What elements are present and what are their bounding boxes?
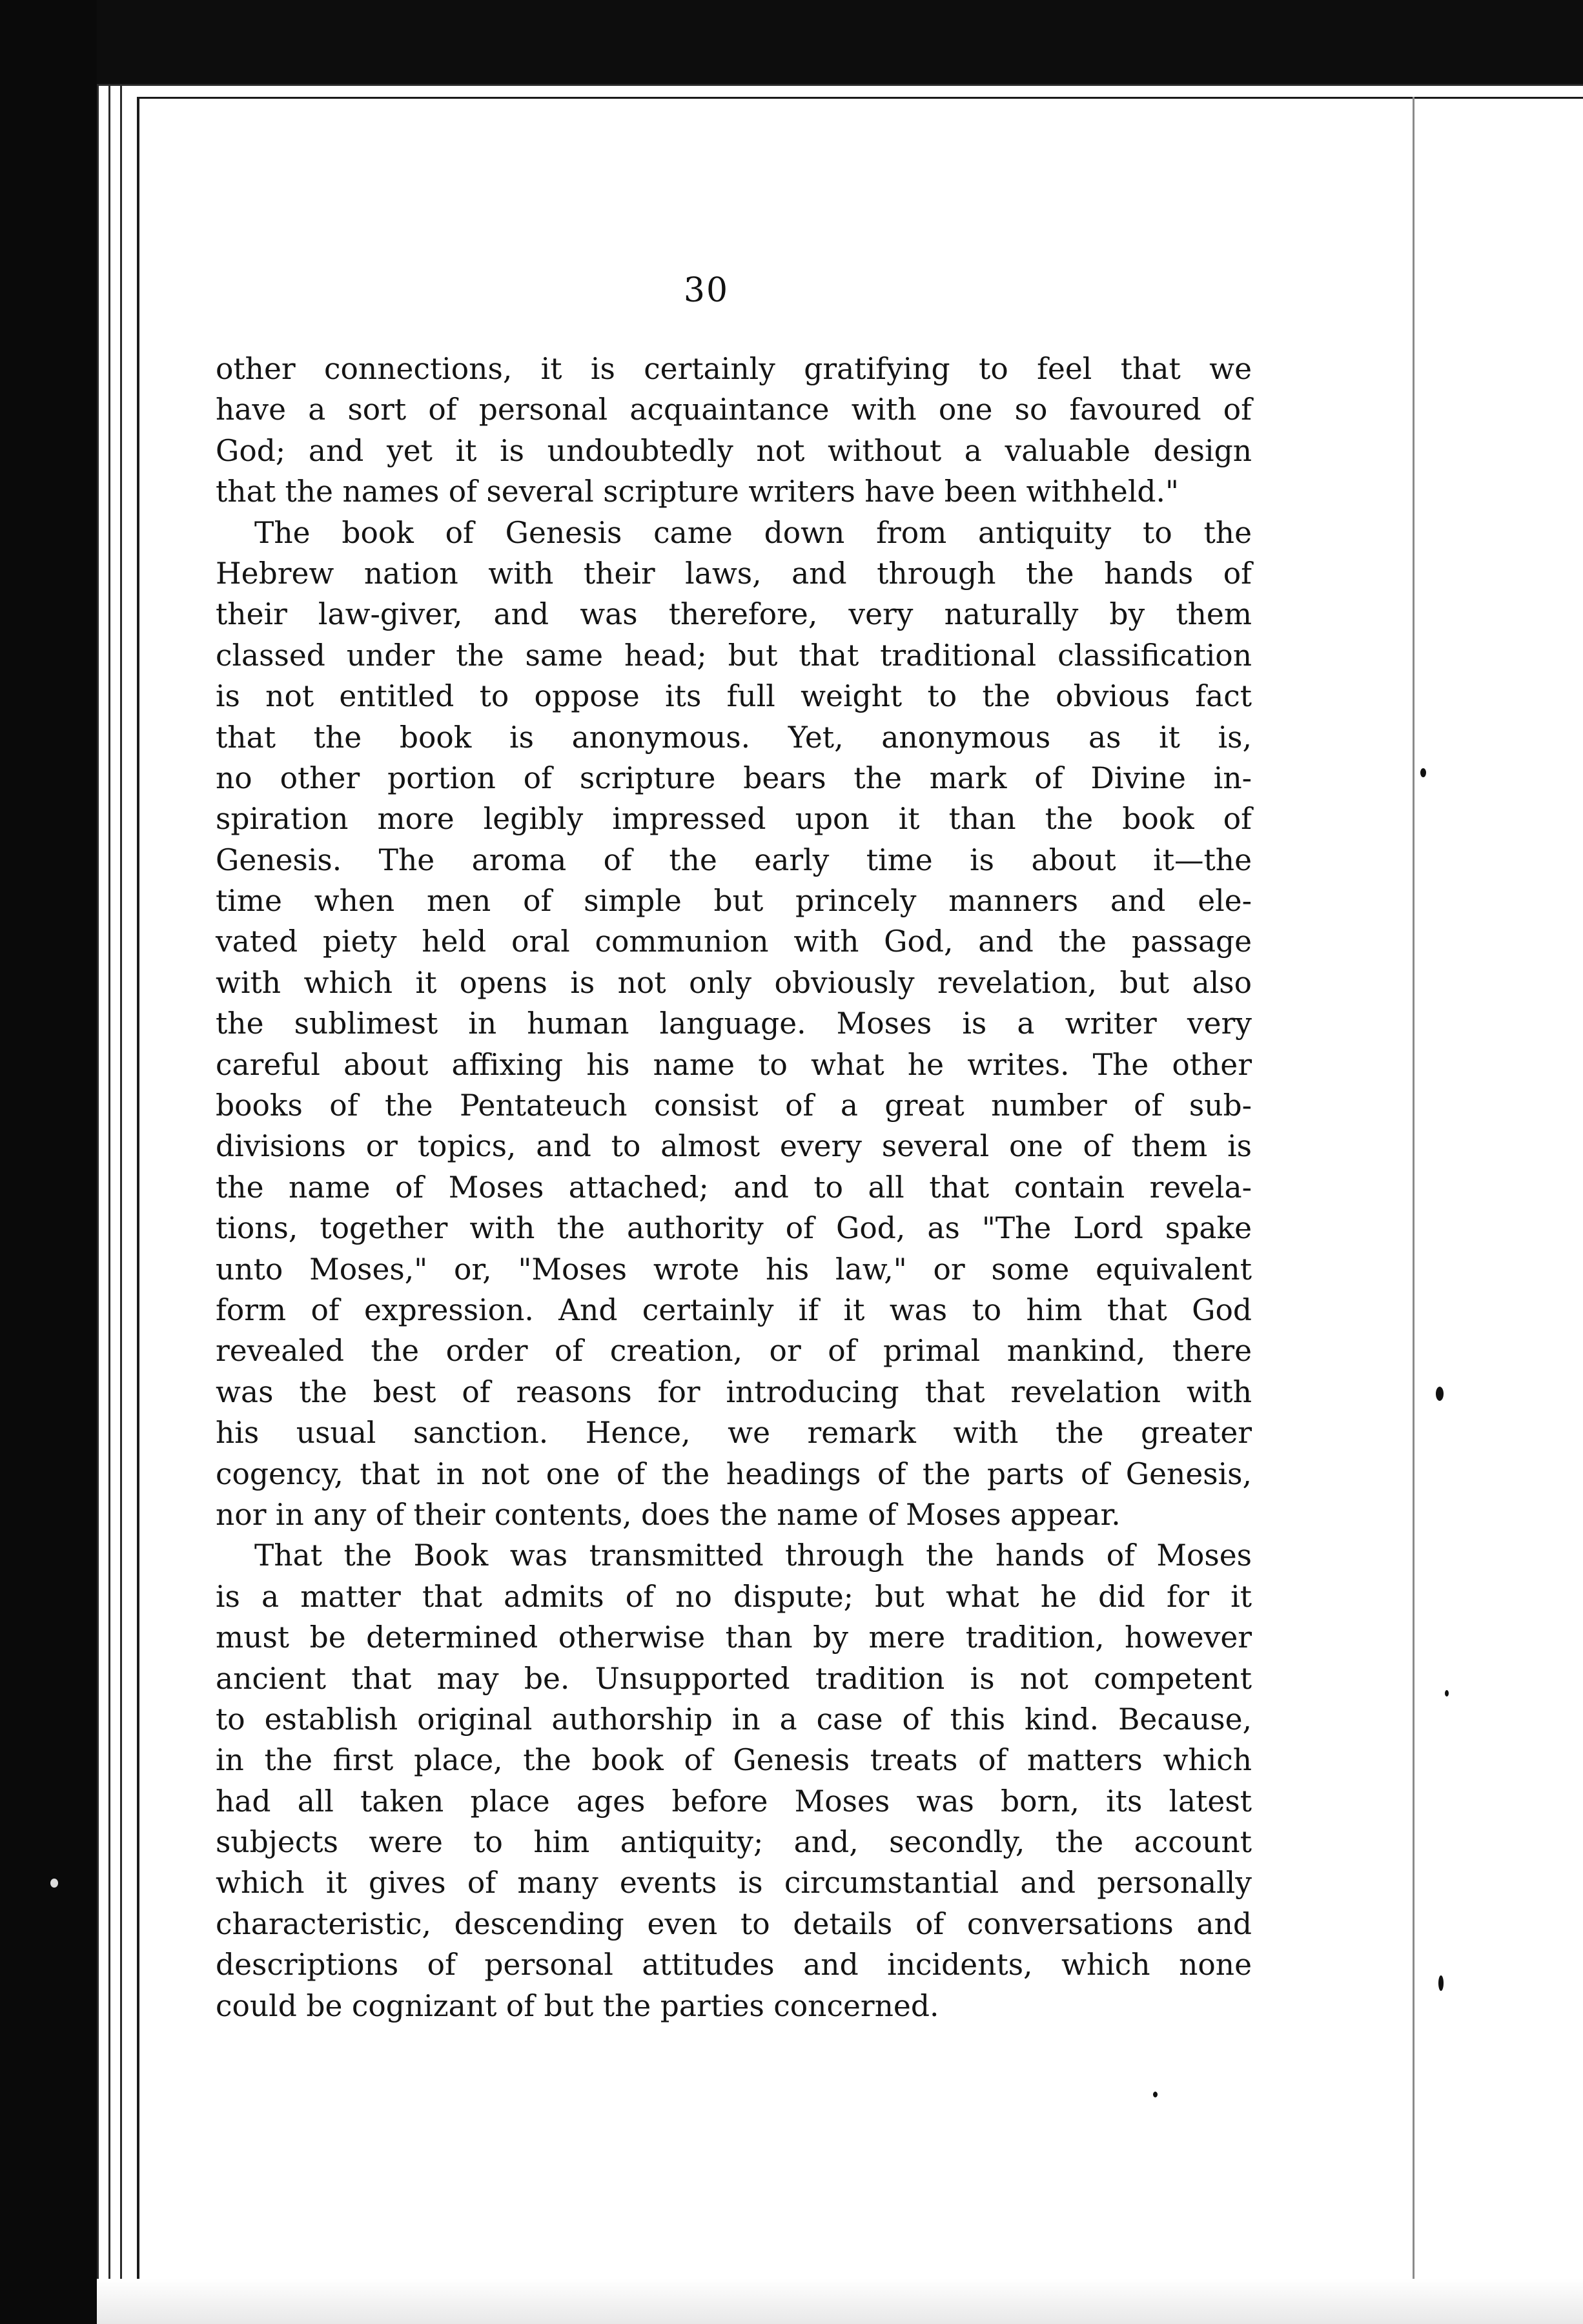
text-line: his usual sanction. Hence, we remark with the greater bbox=[216, 1416, 1252, 1451]
ink-speck bbox=[1420, 768, 1426, 777]
ink-speck bbox=[1153, 2092, 1158, 2097]
text-line: time when men of simple but princely manners and ele- bbox=[216, 884, 1252, 919]
text-line: The book of Genesis came down from antiquity to the bbox=[254, 515, 1252, 550]
body-text bbox=[216, 349, 1252, 2026]
text-line: subjects were to him antiquity; and, secondly, the account bbox=[216, 1825, 1252, 1860]
text-line: other connections, it is certainly gratifying to feel that we bbox=[216, 352, 1252, 386]
text-line: in the first place, the book of Genesis treats of matters which bbox=[216, 1743, 1252, 1778]
text-line: careful about affixing his name to what he writes. The other bbox=[216, 1047, 1252, 1082]
text-line: books of the Pentateuch consist of a great number of sub- bbox=[216, 1088, 1252, 1123]
text-line: no other portion of scripture bears the mark of Divine in- bbox=[216, 760, 1252, 795]
text-line: the sublimest in human language. Moses is a writer very bbox=[216, 1006, 1252, 1041]
text-line: ancient that may be. Unsupported tradition is not competent bbox=[216, 1661, 1252, 1696]
text-line: spiration more legibly impressed upon it than the book of bbox=[216, 802, 1252, 837]
text-line: could be cognizant of but the parties concerned. bbox=[216, 1988, 939, 2023]
text-line: that the book is anonymous. Yet, anonymous as it is, bbox=[216, 720, 1252, 755]
text-line: descriptions of personal attitudes and incidents, which none bbox=[216, 1948, 1252, 1983]
text-line: have a sort of personal acquaintance with one so favoured of bbox=[216, 392, 1252, 427]
text-line: is not entitled to oppose its full weight to the obvious fact bbox=[216, 679, 1252, 714]
text-line: nor in any of their contents, does the name of Moses appear. bbox=[216, 1497, 1121, 1532]
text-line: to establish original authorship in a case of this kind. Because, bbox=[216, 1702, 1252, 1737]
ink-speck bbox=[1445, 1690, 1449, 1697]
text-line: with which it opens is not only obviously revelation, but also bbox=[216, 965, 1252, 1000]
text-line: That the Book was transmitted through the hands of Moses bbox=[254, 1538, 1252, 1573]
text-line: was the best of reasons for introducing that revelation with bbox=[216, 1374, 1252, 1409]
ink-speck bbox=[50, 1879, 58, 1888]
text-line: had all taken place ages before Moses was born, its latest bbox=[216, 1784, 1252, 1819]
text-line: cogency, that in not one of the headings of the parts of Genesis, bbox=[216, 1456, 1252, 1491]
text-line: characteristic, descending even to details of conversations and bbox=[216, 1906, 1252, 1941]
text-line: their law-giver, and was therefore, very naturally by them bbox=[216, 597, 1252, 632]
ink-speck bbox=[1438, 1975, 1444, 1991]
ink-speck bbox=[1436, 1387, 1444, 1401]
text-line: vated piety held oral communion with God, and the passage bbox=[216, 924, 1252, 959]
text-line: classed under the same head; but that traditional classification bbox=[216, 638, 1252, 673]
page-number: 30 bbox=[683, 271, 730, 310]
text-line: revealed the order of creation, or of primal mankind, there bbox=[216, 1334, 1252, 1369]
text-line: is a matter that admits of no dispute; but what he did for it bbox=[216, 1579, 1252, 1614]
text-line: the name of Moses attached; and to all that contain revela- bbox=[216, 1170, 1252, 1205]
page-bottom-shadow bbox=[97, 2279, 1583, 2324]
facing-page-edge bbox=[1413, 97, 1414, 2324]
text-line: must be determined otherwise than by mere tradition, however bbox=[216, 1620, 1252, 1655]
text-line: that the names of several scripture writers have been withheld." bbox=[216, 474, 1179, 509]
scanner-background-left bbox=[0, 0, 97, 2324]
text-line: God; and yet it is undoubtedly not without a valuable design bbox=[216, 433, 1252, 468]
scanner-background-top bbox=[0, 0, 1583, 90]
text-line: divisions or topics, and to almost every several one of them is bbox=[216, 1129, 1252, 1164]
text-line: unto Moses," or, "Moses wrote his law," or some equivalent bbox=[216, 1252, 1252, 1287]
text-line: Genesis. The aroma of the early time is about it—the bbox=[216, 842, 1252, 877]
text-line: which it gives of many events is circumstantial and personally bbox=[216, 1866, 1252, 1901]
text-line: tions, together with the authority of God, as "The Lord spake bbox=[216, 1211, 1252, 1246]
text-line: form of expression. And certainly if it was to him that God bbox=[216, 1292, 1252, 1327]
text-line: Hebrew nation with their laws, and through the hands of bbox=[216, 556, 1252, 591]
